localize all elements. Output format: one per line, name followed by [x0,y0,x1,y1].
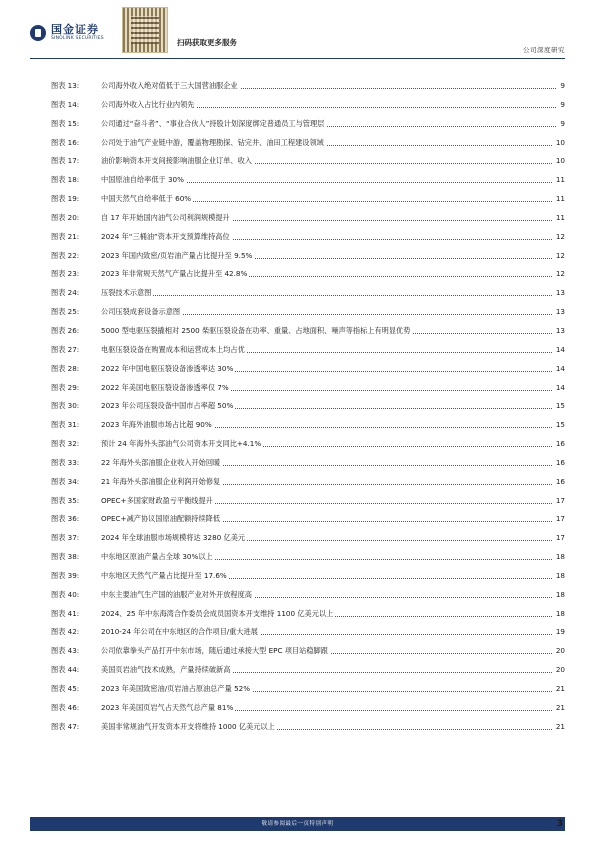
figure-page-number: 15 [553,416,565,435]
figure-page-number: 16 [553,473,565,492]
toc-entry[interactable] [30,265,566,284]
figure-label: 图表 17: [51,156,80,166]
figure-page-number: 17 [553,529,565,548]
toc-entry[interactable] [30,699,566,718]
dot-leader [101,295,558,296]
figure-label: 图表 31: [51,420,80,430]
figure-page-number: 20 [553,642,565,661]
logo-name-cn: 国金证券 [51,23,99,36]
figure-page-number: 13 [553,322,565,341]
figure-label: 图表 42: [51,627,80,637]
figure-label: 图表 45: [51,684,80,693]
figure-label: 图表 40: [51,589,80,599]
figure-title[interactable]: 2022 年美国电驱压裂设备渗透率仅 7% [101,382,229,392]
toc-entry[interactable] [30,623,566,642]
figure-title[interactable]: OPEC+减产协议国原油配额持续降低 [101,514,221,524]
toc-entry[interactable] [30,492,566,511]
figure-label: 图表 27: [51,344,80,354]
figure-label: 图表 47: [51,721,80,731]
toc-entry[interactable] [30,341,566,360]
figure-page-number: 12 [553,247,565,266]
qr-code-icon[interactable] [122,7,168,53]
figure-title[interactable]: 2023 年公司压裂设备中国市占率超 50% [101,401,234,411]
figure-title[interactable]: 美国非常规油气开发资本开支将维持 1000 亿美元以上 [101,721,275,731]
figure-title[interactable]: 2023 年国内致密/页岩油产量占比提升至 9.5% [101,250,253,260]
toc-entry[interactable] [30,134,566,153]
toc-entry[interactable] [30,435,566,454]
figure-label: 图表 43: [51,646,80,656]
toc-entry[interactable] [30,473,566,492]
figure-label: 图表 29: [51,382,80,392]
figure-label: 图表 35: [51,495,80,505]
toc-entry[interactable] [30,548,566,567]
page-footer [30,817,565,831]
figure-title[interactable]: 公司海外收入占比行业内领先 [101,99,195,109]
figure-title[interactable]: 2022 年中国电驱压裂设备渗透率达 30% [101,363,234,373]
figure-label: 图表 46: [51,702,80,712]
toc-entry[interactable] [30,360,566,379]
figure-title[interactable]: 中东地区天然气产量占比提升至 17.6% [101,570,227,580]
figure-title[interactable]: 公司依靠拳头产品打开中东市场，随后通过承接大型 EPC 项目站稳脚跟 [101,646,328,656]
figure-page-number: 20 [553,661,565,680]
toc-entry[interactable] [30,303,566,322]
figure-page-number: 11 [553,190,565,209]
figure-page-number: 11 [553,171,565,190]
footer-disclaimer: 敬请参阅最后一页特别声明 [261,821,334,827]
figure-title[interactable]: 公司通过“奋斗者”、“事业合伙人”持股计划深度绑定普通员工与管理层 [101,118,325,128]
figure-label: 图表 13: [51,81,80,90]
figure-label: 图表 14: [51,99,80,109]
figure-title[interactable]: 2010-24 年公司在中东地区的合作项目/重大进展 [101,627,258,637]
figure-title[interactable]: 2024 年全球油服市场规模将达 3280 亿美元 [101,533,246,543]
toc-entry[interactable] [30,228,566,247]
figure-page-number: 18 [553,586,565,605]
figure-page-number: 21 [553,699,565,718]
toc-entry[interactable] [30,454,566,473]
toc-entry[interactable] [30,718,566,737]
figure-title[interactable]: 预计 24 年海外头部油气公司资本开支同比+4.1% [101,439,262,449]
figure-title[interactable]: 电驱压裂设备在购置成本和运营成本上均占优 [101,344,245,354]
figure-label: 图表 21: [51,231,80,241]
figure-label: 图表 36: [51,514,80,524]
toc-entry[interactable] [30,152,566,171]
figure-page-number: 13 [553,303,565,322]
figure-label: 图表 32: [51,439,80,449]
toc-entry[interactable] [30,529,566,548]
toc-entry[interactable] [30,586,566,605]
figure-page-number: 13 [553,284,565,303]
figure-title[interactable]: 公司海外收入绝对值低于三大国营油服企业 [101,81,238,90]
figure-label: 图表 33: [51,457,80,467]
figure-page-number: 9 [557,77,565,96]
toc-entry[interactable] [30,379,566,398]
toc-entry[interactable] [30,510,566,529]
figure-label: 图表 16: [51,137,80,147]
toc-entry[interactable] [30,397,566,416]
figure-page-number: 18 [553,548,565,567]
toc-entry[interactable] [30,642,566,661]
figure-label: 图表 20: [51,212,80,222]
figure-page-number: 19 [553,623,565,642]
figure-page-number: 9 [557,96,565,115]
toc-entry[interactable] [30,171,566,190]
toc-entry[interactable] [30,247,566,266]
toc-entry[interactable] [30,567,566,586]
figure-label: 图表 39: [51,570,80,580]
figure-title[interactable]: 中国天然气自给率低于 60% [101,194,192,204]
figure-title[interactable]: 2023 年美国页岩气占天然气总产量 81% [101,702,234,712]
figure-label: 图表 30: [51,401,80,411]
figure-label: 图表 44: [51,665,80,675]
figure-label: 图表 15: [51,118,80,128]
figure-label: 图表 26: [51,325,80,335]
figure-page-number: 21 [553,680,565,699]
figure-label: 图表 41: [51,608,80,618]
figure-page-number: 14 [553,360,565,379]
figure-label: 图表 28: [51,363,80,373]
figure-page-number: 17 [553,510,565,529]
figure-label: 图表 34: [51,476,80,486]
figure-page-number: 17 [553,492,565,511]
toc-entry[interactable] [30,209,566,228]
figure-title[interactable]: OPEC+多国家财政盈亏平衡线提升 [101,495,213,505]
toc-entry[interactable] [30,96,566,115]
page-number: 3 [556,819,563,829]
figure-label: 图表 24: [51,288,80,298]
figure-label: 图表 18: [51,175,80,185]
toc-entry[interactable] [30,605,566,624]
figure-title[interactable]: 2023 年非常规天然气产量占比提升至 42.8% [101,269,248,279]
toc-entry[interactable] [30,680,566,699]
toc-entry[interactable] [30,115,566,134]
report-type-label: 公司深度研究 [523,46,565,54]
figure-label: 图表 22: [51,250,80,260]
figure-title[interactable]: 2023 年美国致密油/页岩油占原油总产量 52% [101,684,251,693]
figure-label: 图表 23: [51,269,80,279]
figure-page-number: 15 [553,397,565,416]
figure-page-number: 18 [553,567,565,586]
figure-page-number: 21 [553,718,565,737]
figure-page-number: 16 [553,435,565,454]
figure-page-number: 14 [553,341,565,360]
logo-icon [30,25,46,41]
toc-entry[interactable] [30,284,566,303]
figure-title[interactable]: 2024 年“三桶油”资本开支预算维持高位 [101,231,230,241]
figure-page-number: 11 [553,209,565,228]
figure-title[interactable]: 公司压裂成套设备示意图 [101,307,181,317]
figure-label: 图表 25: [51,307,80,317]
figure-title[interactable]: 21 年海外头部油服企业利润开始修复 [101,476,221,486]
figure-title[interactable]: 公司处于油气产业链中游，覆盖物理勘探、钻完井、油田工程建设领域 [101,137,324,147]
logo-name-en: SINOLINK SECURITIES [51,36,104,41]
figure-title[interactable]: 2023 年海外油服市场占比超 90% [101,420,212,430]
figure-label: 图表 37: [51,533,80,543]
figure-title[interactable]: 中国原油自给率低于 30% [101,175,184,185]
figure-title[interactable]: 5000 型电驱压裂撬相对 2500 柴驱压裂设备在功率、重量、占地面积、噪声等指标上有明显优势 [101,325,411,335]
figure-page-number: 16 [553,454,565,473]
figure-index-list [30,77,566,737]
figure-page-number: 9 [557,115,565,134]
qr-caption: 扫码获取更多服务 [177,38,237,47]
figure-title[interactable]: 油价影响资本开支间接影响油服企业订单、收入 [101,156,252,166]
toc-entry[interactable] [30,190,566,209]
figure-page-number: 12 [553,265,565,284]
figure-label: 图表 38: [51,552,80,562]
toc-entry[interactable] [30,416,566,435]
toc-entry[interactable] [30,77,566,96]
figure-title[interactable]: 中东地区原油产量占全球 30%以上 [101,552,213,562]
figure-title[interactable]: 自 17 年开始国内油气公司利润规模提升 [101,212,230,222]
figure-page-number: 10 [553,134,565,153]
figure-title[interactable]: 中东主要油气生产国的油服产业对外开放程度高 [101,589,252,599]
page-header [0,0,595,66]
figure-page-number: 12 [553,228,565,247]
figure-title[interactable]: 美国页岩油气技术成熟，产量持续破新高 [101,665,231,675]
figure-label: 图表 19: [51,194,80,204]
figure-title[interactable]: 压裂技术示意图 [101,288,152,298]
figure-title[interactable]: 2024、25 年中东海湾合作委员会成员国资本开支维持 1100 亿美元以上 [101,608,334,618]
figure-title[interactable]: 22 年海外头部油服企业收入开始回暖 [101,457,221,467]
toc-entry[interactable] [30,322,566,341]
toc-entry[interactable] [30,661,566,680]
header-divider [30,58,565,59]
figure-page-number: 10 [553,152,565,171]
company-logo [30,24,104,42]
figure-page-number: 18 [553,605,565,624]
figure-page-number: 14 [553,379,565,398]
